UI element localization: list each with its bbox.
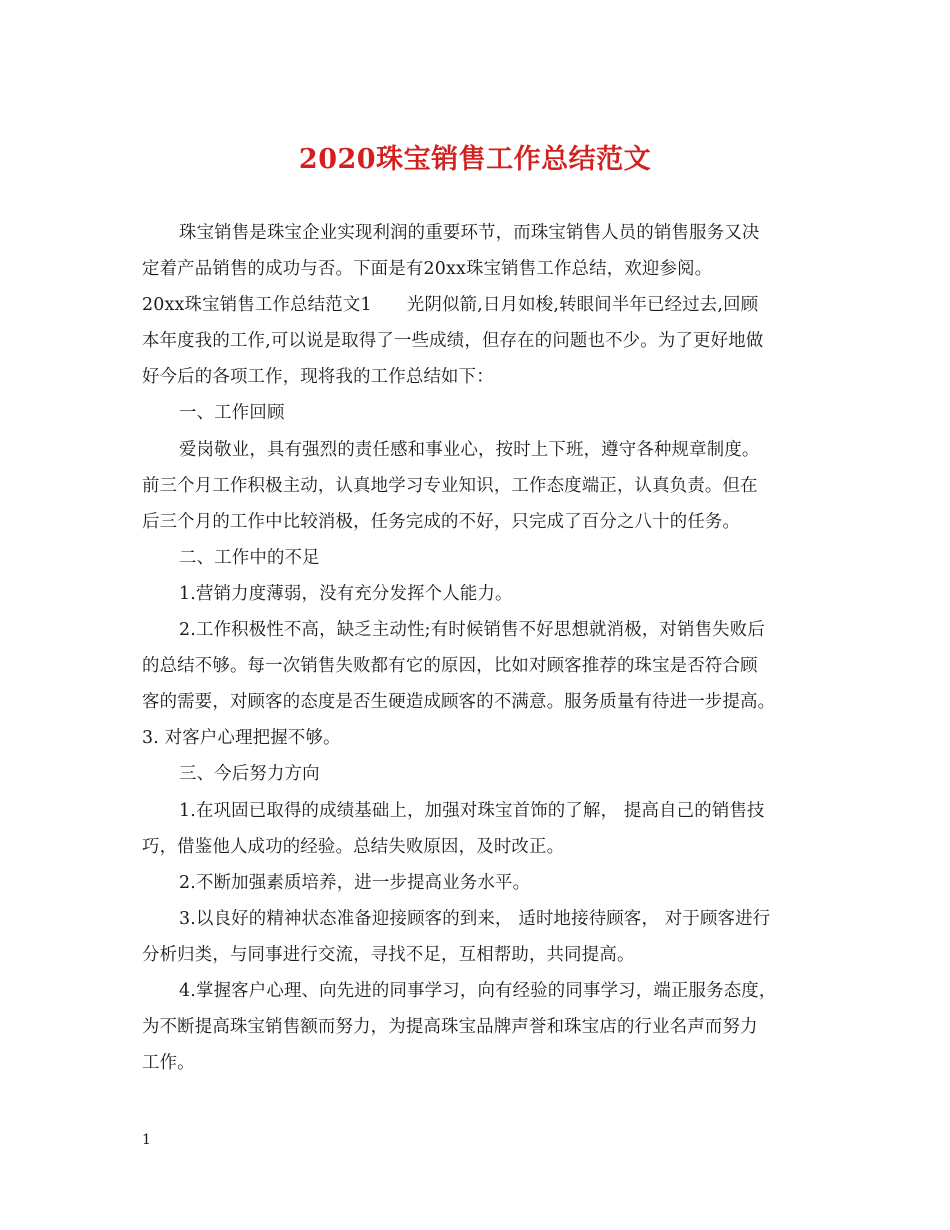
body-line: 20xx珠宝销售工作总结范文1 光阴似箭,日月如梭,转眼间半年已经过去,回顾: [142, 295, 759, 316]
document-title: 2020珠宝销售工作总结范文: [298, 144, 652, 175]
body-line: 定着产品销售的成功与否。下面是有20xx珠宝销售工作总结，欢迎参阅。: [142, 259, 713, 280]
list-item: 3.以良好的精神状态准备迎接顾客的到来， 适时地接待顾客， 对于顾客进行: [179, 908, 771, 929]
body-line: 前三个月工作积极主动，认真地学习专业知识，工作态度端正，认真负责。但在: [142, 475, 758, 496]
body-line: 分析归类，与同事进行交流，寻找不足，互相帮助，共同提高。: [142, 944, 635, 965]
body-line: 珠宝销售是珠宝企业实现利润的重要环节，而珠宝销售人员的销售服务又决: [179, 223, 760, 243]
page-number: 1: [142, 1132, 151, 1148]
body-line: 客的需要，对顾客的态度是否生硬造成顾客的不满意。服务质量有待进一步提高。: [142, 692, 776, 713]
section-heading: 二、工作中的不足: [179, 547, 320, 568]
list-item: 2.工作积极性不高，缺乏主动性;有时候销售不好思想就消极，对销售失败后: [179, 620, 765, 641]
body-line: 后三个月的工作中比较消极，任务完成的不好，只完成了百分之八十的任务。: [142, 511, 741, 532]
list-item: 1.营销力度薄弱，没有充分发挥个人能力。: [179, 583, 513, 604]
body-line: 巧，借鉴他人成功的经验。总结失败原因，及时改正。: [142, 836, 565, 857]
body-line: 好今后的各项工作，现将我的工作总结如下：: [142, 367, 494, 388]
list-item: 1.在巩固已取得的成绩基础上，加强对珠宝首饰的了解， 提高自己的销售技: [179, 800, 765, 821]
document-body: [142, 215, 810, 1081]
body-line: 本年度我的工作,可以说是取得了一些成绩，但存在的问题也不少。为了更好地做: [142, 331, 764, 352]
body-line: 为不断提高珠宝销售额而努力，为提高珠宝品牌声誉和珠宝店的行业名声而努力: [142, 1017, 758, 1038]
body-line: 工作。: [142, 1053, 195, 1074]
list-item: 2.不断加强素质培养，进一步提高业务水平。: [179, 872, 531, 893]
body-line: 的总结不够。每一次销售失败都有它的原因，比如对顾客推荐的珠宝是否符合顾: [142, 656, 758, 677]
body-line: 爱岗敬业，具有强烈的责任感和事业心，按时上下班，遵守各种规章制度。: [179, 439, 760, 460]
section-heading: 三、今后努力方向: [179, 764, 320, 785]
list-item: 4.掌握客户心理、向先进的同事学习，向有经验的同事学习，端正服务态度，: [179, 980, 777, 1001]
section-heading: 一、工作回顾: [179, 403, 285, 424]
list-item: 3. 对客户心理把握不够。: [142, 728, 341, 749]
